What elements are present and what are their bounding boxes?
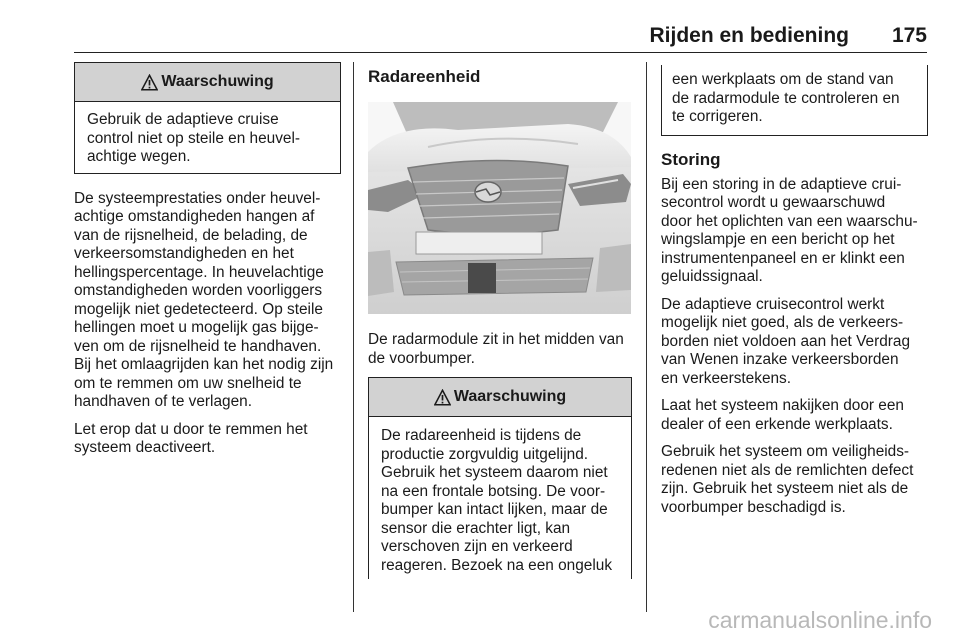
- paragraph: De systeemprestaties onder heuvel- achtige omstandigheden hangen af van de rijsnelheid, de belading, de verkeersomstandigheden en het hellingspercentage. In heuvelachtige omstandigheden worden voorliggers mogelijk niet gedetecteerd. Op steile hellingen moet u mogelijk gas bijge- ven om de rijsnelheid te handhaven. Bij het omlaagrijden kan het nodig zijn om te remmen om uw snelheid te handhaven of te verlagen.: [74, 189, 334, 410]
- warning-box: [74, 62, 341, 174]
- paragraph: Laat het systeem nakijken door een dealer of een erkende werkplaats.: [661, 397, 904, 433]
- paragraph: Gebruik het systeem om veiligheids- redenen niet als de remlichten defect zijn. Gebruik het systeem niet als de voorbumper beschadigd is.: [661, 443, 914, 516]
- car-front-photo: [368, 102, 632, 319]
- right-column: [661, 65, 928, 526]
- paragraph: Let erop dat u door te remmen het systeem deactiveert.: [74, 420, 308, 456]
- warning-box-continued: [661, 65, 928, 136]
- middle-column: [368, 62, 632, 579]
- warning-box-open: [368, 377, 632, 579]
- section-title: Rijden en bediening: [649, 24, 849, 47]
- left-column: [74, 62, 341, 467]
- car-front-image-icon: [368, 102, 631, 314]
- page-header: [74, 22, 927, 53]
- warning-triangle-icon: [434, 389, 451, 406]
- page-number: 175: [891, 24, 927, 47]
- warning-title: Waarschuwing: [161, 73, 274, 90]
- column-divider-1: [353, 62, 354, 612]
- warning-header: [368, 377, 632, 417]
- warning-text-continued: een werkplaats om de stand van de radarmodule te controleren en te corrigeren.: [672, 71, 900, 125]
- warning-text: De radareenheid is tijdens de productie zorgvuldig uitgelijnd. Gebruik het systeem daarom niet na een frontale botsing. De voor- bumper kan intact lijken, maar de sensor die erachter ligt, kan verschoven zijn en verkeerd reageren. Bezoek na een ongeluk: [381, 427, 613, 574]
- warning-header: [75, 63, 340, 102]
- warning-body: [75, 102, 340, 173]
- section-heading: Storing: [661, 149, 721, 169]
- photo-caption: De radarmodule zit in het midden van de voorbumper.: [368, 331, 624, 367]
- paragraph: De adaptieve cruisecontrol werkt mogelijk niet goed, als de verkeers- borden niet voldoen aan het Verdrag van Wenen inzake verkeersborden en verkeerstekens.: [661, 295, 911, 387]
- warning-text: Gebruik de adaptieve cruise control niet op steile en heuvel- achtige wegen.: [87, 111, 301, 165]
- warning-body: [368, 417, 632, 579]
- paragraph: Bij een storing in de adaptieve crui- secontrol wordt u gewaarschuwd door het oplichten van een waarschu- wingslampje en een bericht op het instrumentenpaneel en er klinkt een geluidssignaal.: [661, 175, 918, 285]
- section-heading: Radareenheid: [368, 67, 481, 86]
- warning-triangle-icon: [141, 74, 158, 91]
- watermark: carmanualsonline.info: [708, 607, 932, 633]
- warning-title: Waarschuwing: [453, 388, 567, 405]
- column-divider-2: [646, 62, 647, 612]
